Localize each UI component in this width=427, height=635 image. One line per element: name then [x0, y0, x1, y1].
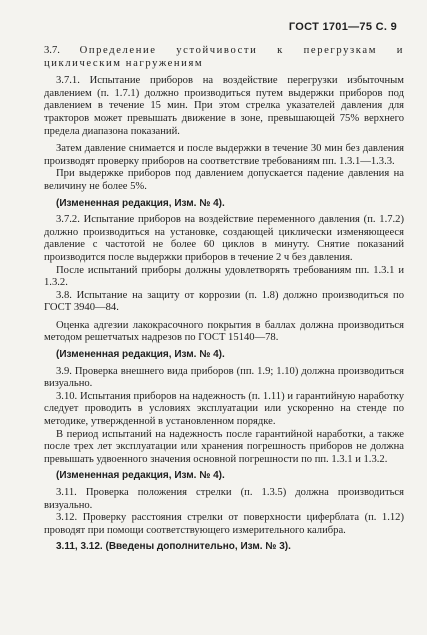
- amendment-note: (Измененная редакция, Изм. № 4).: [56, 349, 225, 361]
- paragraph-3-10: 3.10. Испытания приборов на надежность (п. 1.11) и гарантийную наработку следует проводить в условиях эксплуатации или ускоренно на стенде по методике, утвержденной в установленном порядке.: [44, 390, 404, 428]
- section-title: Определение устойчивости к перегрузкам и циклическим нагружениям: [44, 45, 405, 69]
- paragraph-3-9: 3.9. Проверка внешнего вида приборов (пп. 1.9; 1.10) должна производиться визуально.: [44, 365, 404, 390]
- paragraph-after-test: После испытаний приборы должны удовлетворять требованиям пп. 1.3.1 и 1.3.2.: [44, 264, 404, 289]
- section-number: 3.7.: [44, 45, 60, 56]
- paragraph-3-7-2: 3.7.2. Испытание приборов на воздействие переменного давления (п. 1.7.2) должно производиться на установке, создающей циклически изменяющееся давление с частотой не более 60 циклов в минуту. Снятие показаний производится после выдержки приборов в течение 2 ч без давления.: [44, 214, 404, 263]
- paragraph-pressure-tolerance: При выдержке приборов под давлением допускается падение давления на величину не более 5%.: [44, 168, 404, 192]
- amendment-note: 3.11, 3.12. (Введены дополнительно, Изм. № 3).: [56, 541, 291, 553]
- paragraph-adhesion: Оценка адгезии лакокрасочного покрытия в баллах должна производиться методом решетчатых надрезов по ГОСТ 15140—78.: [44, 319, 404, 344]
- paragraph-3-7-1: 3.7.1. Испытание приборов на воздействие перегрузки избыточным давлением (п. 1.7.1) должно производиться путем выдержки приборов под давлением в течение 15 мин. При этом стрелка указателей давления для тракторов может превышать движение в зоне, превышающей 75% верхнего предела диапазона показаний.: [44, 75, 404, 137]
- paragraph-3-11: 3.11. Проверка положения стрелки (п. 1.3.5) должна производиться визуально.: [44, 487, 404, 511]
- paragraph-3-12: 3.12. Проверку расстояния стрелки от поверхности циферблата (п. 1.12) проводят при помощи соответствующего измерительного калибра.: [44, 512, 404, 536]
- paragraph-3-8: 3.8. Испытание на защиту от коррозии (п. 1.8) должно производиться по ГОСТ 3940—84.: [44, 289, 404, 314]
- document-body: [44, 45, 404, 558]
- amendment-note: (Измененная редакция, Изм. № 4).: [56, 197, 225, 209]
- amendment-note: (Измененная редакция, Изм. № 4).: [56, 470, 225, 482]
- section-heading: [44, 45, 404, 70]
- page-header: ГОСТ 1701—75 С. 9: [288, 21, 397, 33]
- paragraph-warranty: В период испытаний на надежность после гарантийной наработки, а также после трех лет эксплуатации или хранения погрешность приборов не должна превышать удвоенного значения основной погрешности по пп. 1.3.1 и 1.3.2.: [44, 428, 404, 465]
- paragraph-pressure-release: Затем давление снимается и после выдержки в течение 30 мин без давления производят проверку приборов на соответствие требованиям пп. 1.3.1—1.3.3.: [44, 143, 404, 167]
